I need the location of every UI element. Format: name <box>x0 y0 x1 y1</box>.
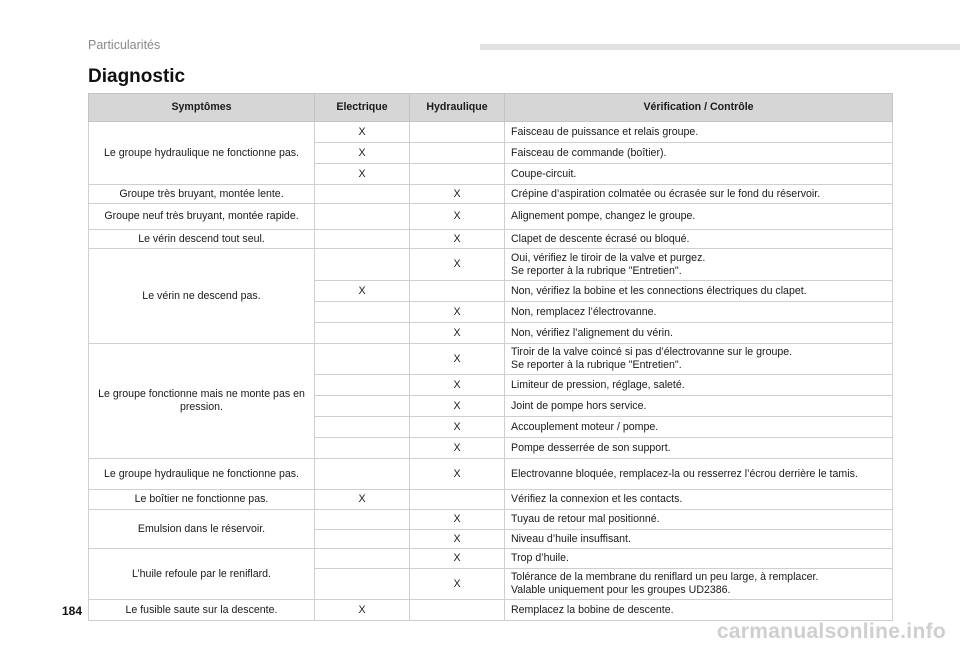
table-row <box>89 122 893 143</box>
hydraulique-cell <box>410 143 505 164</box>
hydraulique-cell: X <box>410 375 505 396</box>
table-row <box>89 185 893 204</box>
verification-cell <box>505 164 893 185</box>
hydraulique-cell: X <box>410 396 505 417</box>
symptom-cell: Le fusible saute sur la descente. <box>89 600 315 621</box>
verification-text: Limiteur de pression, réglage, saleté. <box>511 378 685 391</box>
verification-text: Vérifiez la connexion et les contacts. <box>511 493 683 505</box>
table-row <box>89 230 893 249</box>
electrique-cell <box>315 249 410 281</box>
verification-text: Non, vérifiez la bobine et les connections électriques du clapet. <box>511 284 807 297</box>
electrique-cell <box>315 185 410 204</box>
hydraulique-cell: X <box>410 204 505 230</box>
hydraulique-cell: X <box>410 249 505 281</box>
verification-text-line-2: Valable uniquement pour les groupes UD2386. <box>511 584 731 596</box>
table-row <box>89 344 893 375</box>
symptom-cell: Emulsion dans le réservoir. <box>89 510 315 549</box>
column-header-electrique: Electrique <box>315 94 410 122</box>
verification-cell <box>505 569 893 600</box>
hydraulique-cell: X <box>410 344 505 375</box>
watermark-logo: carmanualsonline.info <box>716 620 946 643</box>
verification-text: Niveau d’huile insuffisant. <box>511 532 631 545</box>
verification-cell <box>505 438 893 459</box>
verification-cell <box>505 230 893 249</box>
electrique-cell: X <box>315 143 410 164</box>
verification-cell <box>505 375 893 396</box>
verification-text: Tiroir de la valve coincé si pas d’électrovanne sur le groupe. <box>511 346 793 358</box>
verification-text: Alignement pompe, changez le groupe. <box>511 210 696 222</box>
header-rule <box>480 44 960 50</box>
hydraulique-cell <box>410 122 505 143</box>
electrique-cell: X <box>315 164 410 185</box>
table-row <box>89 549 893 569</box>
hydraulique-cell: X <box>410 569 505 600</box>
electrique-cell <box>315 204 410 230</box>
verification-cell <box>505 530 893 549</box>
hydraulique-cell <box>410 490 505 510</box>
symptom-cell: L’huile refoule par le reniflard. <box>89 549 315 600</box>
symptom-cell: Le vérin descend tout seul. <box>89 230 315 249</box>
electrique-cell <box>315 375 410 396</box>
verification-cell <box>505 417 893 438</box>
electrique-cell <box>315 510 410 530</box>
hydraulique-cell: X <box>410 185 505 204</box>
verification-cell <box>505 143 893 164</box>
hydraulique-cell: X <box>410 459 505 490</box>
electrique-cell: X <box>315 600 410 621</box>
electrique-cell <box>315 344 410 375</box>
symptom-cell: Le vérin ne descend pas. <box>89 249 315 344</box>
hydraulique-cell: X <box>410 323 505 344</box>
verification-text: Pompe desserrée de son support. <box>511 441 671 454</box>
electrique-cell <box>315 569 410 600</box>
verification-text: Non, remplacez l’électrovanne. <box>511 305 657 318</box>
verification-cell <box>505 204 893 230</box>
electrique-cell <box>315 230 410 249</box>
hydraulique-cell: X <box>410 510 505 530</box>
table-row <box>89 459 893 490</box>
electrique-cell <box>315 438 410 459</box>
column-header-hydraulique: Hydraulique <box>410 94 505 122</box>
verification-text: Accouplement moteur / pompe. <box>511 420 659 433</box>
section-title: Particularités <box>88 38 161 52</box>
symptom-cell: Groupe très bruyant, montée lente. <box>89 185 315 204</box>
diagnostic-table <box>88 93 893 621</box>
verification-text-line-2: Se reporter à la rubrique "Entretien". <box>511 359 682 371</box>
table-row <box>89 249 893 281</box>
hydraulique-cell: X <box>410 417 505 438</box>
electrique-cell: X <box>315 281 410 302</box>
electrique-cell: X <box>315 122 410 143</box>
table-row <box>89 490 893 510</box>
page-title: Diagnostic <box>88 66 186 87</box>
electrique-cell <box>315 396 410 417</box>
table-body <box>89 122 893 621</box>
electrique-cell <box>315 302 410 323</box>
verification-cell <box>505 396 893 417</box>
verification-text: Faisceau de commande (boîtier). <box>511 146 667 159</box>
hydraulique-cell <box>410 164 505 185</box>
verification-cell <box>505 459 893 490</box>
table-row <box>89 204 893 230</box>
electrique-cell <box>315 549 410 569</box>
verification-cell <box>505 344 893 375</box>
page-number: 184 <box>62 604 83 618</box>
electrique-cell <box>315 417 410 438</box>
hydraulique-cell <box>410 281 505 302</box>
verification-cell <box>505 302 893 323</box>
electrique-cell <box>315 459 410 490</box>
table-header-row <box>89 94 893 122</box>
table-row <box>89 600 893 621</box>
hydraulique-cell: X <box>410 438 505 459</box>
electrique-cell <box>315 530 410 549</box>
verification-text: Crépine d’aspiration colmatée ou écrasée sur le fond du réservoir. <box>511 187 821 200</box>
verification-text: Coupe-circuit. <box>511 167 577 180</box>
verification-cell <box>505 249 893 281</box>
electrique-cell <box>315 323 410 344</box>
verification-cell <box>505 600 893 621</box>
column-header-verification: Vérification / Contrôle <box>505 94 893 122</box>
verification-text: Tolérance de la membrane du reniflard un peu large, à remplacer. <box>511 571 819 583</box>
electrique-cell: X <box>315 490 410 510</box>
verification-text: Tuyau de retour mal positionné. <box>511 513 660 525</box>
verification-text: Clapet de descente écrasé ou bloqué. <box>511 232 690 245</box>
symptom-cell: Groupe neuf très bruyant, montée rapide. <box>89 204 315 230</box>
verification-text-line-2: Se reporter à la rubrique "Entretien". <box>511 264 682 277</box>
hydraulique-cell: X <box>410 230 505 249</box>
verification-cell <box>505 510 893 530</box>
verification-cell <box>505 122 893 143</box>
verification-cell <box>505 490 893 510</box>
verification-cell <box>505 549 893 569</box>
table-row <box>89 510 893 530</box>
verification-cell <box>505 281 893 302</box>
verification-text: Faisceau de puissance et relais groupe. <box>511 125 699 138</box>
hydraulique-cell: X <box>410 302 505 323</box>
column-header-symptoms: Symptômes <box>89 94 315 122</box>
symptom-cell: Le boîtier ne fonctionne pas. <box>89 490 315 510</box>
verification-text: Electrovanne bloquée, remplacez-la ou resserrez l’écrou derrière le tamis. <box>511 467 858 480</box>
hydraulique-cell <box>410 600 505 621</box>
verification-text: Non, vérifiez l’alignement du vérin. <box>511 326 673 339</box>
verification-text: Oui, vérifiez le tiroir de la valve et purgez. <box>511 251 706 264</box>
verification-cell <box>505 323 893 344</box>
symptom-cell: Le groupe fonctionne mais ne monte pas en pression. <box>89 344 315 459</box>
verification-cell <box>505 185 893 204</box>
symptom-cell: Le groupe hydraulique ne fonctionne pas. <box>89 122 315 185</box>
verification-text: Joint de pompe hors service. <box>511 399 647 412</box>
verification-text: Trop d’huile. <box>511 552 569 564</box>
hydraulique-cell: X <box>410 530 505 549</box>
hydraulique-cell: X <box>410 549 505 569</box>
verification-text: Remplacez la bobine de descente. <box>511 603 674 616</box>
symptom-cell: Le groupe hydraulique ne fonctionne pas. <box>89 459 315 490</box>
